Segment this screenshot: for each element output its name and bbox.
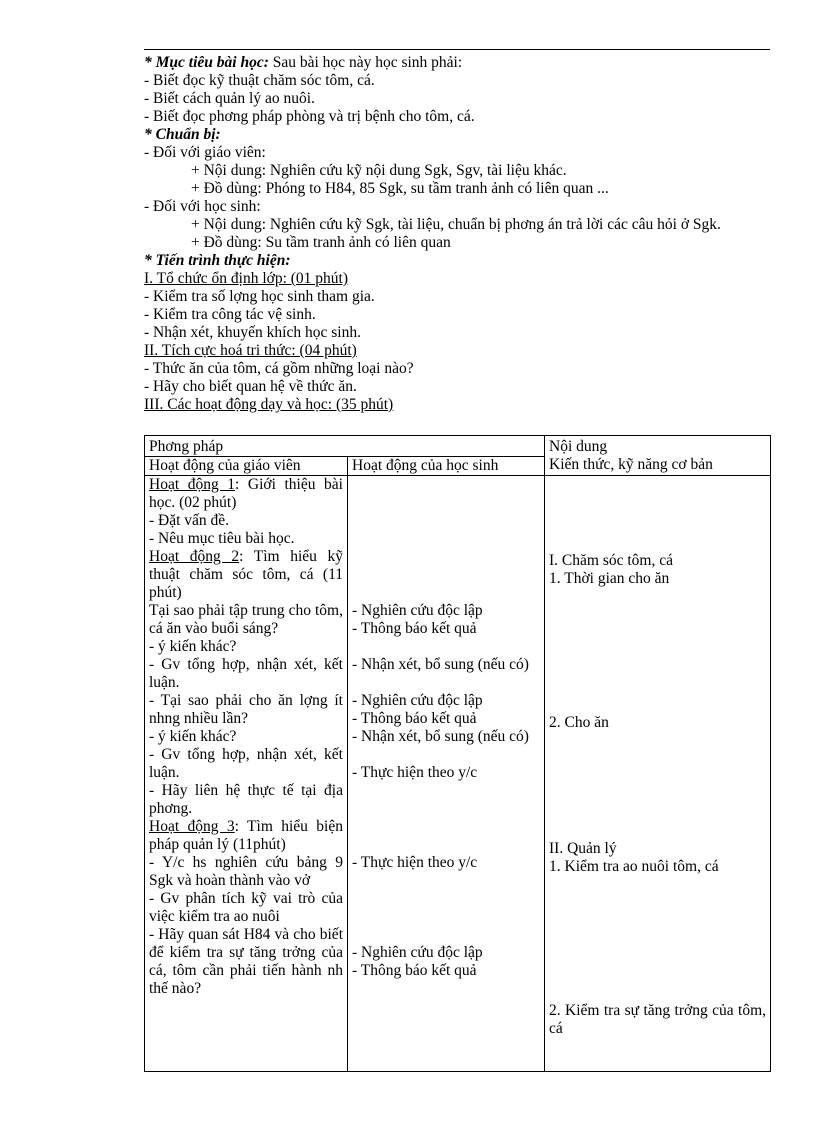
nd-item: 1. Kiểm tra ao nuôi tôm, cá — [549, 858, 719, 875]
preparation-label: * Chuẩn bị: — [144, 126, 221, 143]
activity-2-text: : Tìm hiểu kỹ thuật chăm sóc tôm, cá (11 phút) — [149, 548, 343, 601]
lesson-intro — [144, 54, 770, 414]
gv-item: - Gv phân tích kỹ vai trò của việc kiểm tra ao nuôi — [149, 890, 343, 925]
teacher-content: + Nội dung: Nghiên cứu kỹ nội dung Sgk, Sgv, tài liệu khác. — [191, 162, 567, 179]
content-column — [545, 476, 771, 1072]
section-1-item: - Kiểm tra số lợng học sinh tham gia. — [144, 288, 375, 305]
activity-1-text: : Giới thiệu bài học. (02 phút) — [149, 476, 343, 511]
activity-3 — [149, 818, 343, 854]
activity-2-label: Hoạt động 2 — [149, 548, 240, 565]
activities-table — [144, 435, 771, 1072]
gv-item: - ý kiến khác? — [149, 728, 237, 745]
gv-item: - Nêu mục tiêu bài học. — [149, 530, 295, 547]
hs-item: - Nghiên cứu độc lập — [352, 944, 483, 961]
section-2-item: - Thức ăn của tôm, cá gồm những loại nào? — [144, 360, 414, 377]
hs-item: - Nghiên cứu độc lập — [352, 692, 483, 709]
gv-question: - Tại sao phải cho ăn lợng ít nhng nhiều lần? — [149, 692, 343, 727]
teacher-heading: - Đối với giáo viên: — [144, 144, 266, 161]
nd-item: 1. Thời gian cho ăn — [549, 570, 670, 587]
top-rule — [144, 49, 770, 50]
section-1-heading: I. Tổ chức ổn định lớp: (01 phút) — [144, 270, 349, 287]
gv-item: - Hãy liên hệ thực tế tại địa phơng. — [149, 782, 343, 817]
student-heading: - Đối với học sinh: — [144, 198, 261, 215]
header-content: Nội dung — [549, 438, 608, 455]
section-1-item: - Kiểm tra công tác vệ sinh. — [144, 306, 316, 323]
student-materials: + Đồ dùng: Su tầm tranh ảnh có liên quan — [191, 234, 451, 251]
nd-item: 2. Kiểm tra sự tăng trởng của tôm, cá — [549, 1002, 767, 1037]
objective-item: - Biết đọc phơng pháp phòng và trị bệnh cho tôm, cá. — [144, 108, 475, 125]
activity-3-label: Hoạt động 3 — [149, 818, 235, 835]
hs-item: - Thông báo kết quả — [352, 620, 477, 637]
gv-item: - Y/c hs nghiên cứu bảng 9 Sgk và hoàn thành vào vở — [149, 854, 343, 889]
nd-section: II. Quản lý — [549, 840, 617, 857]
header-student: Hoạt động của học sinh — [348, 457, 545, 476]
activity-1 — [149, 476, 343, 512]
student-column — [348, 476, 545, 1072]
section-2-heading: II. Tích cực hoá tri thức: (04 phút) — [144, 342, 357, 359]
gv-item: - Gv tổng hợp, nhận xét, kết luận. — [149, 656, 343, 691]
header-content-cell — [545, 436, 771, 476]
section-2-item: - Hãy cho biết quan hệ về thức ăn. — [144, 378, 357, 395]
gv-item: - Đặt vấn đề. — [149, 512, 230, 529]
procedure-label: * Tiến trình thực hiện: — [144, 252, 291, 269]
activity-3-text: : Tìm hiểu biện pháp quản lý (11phút) — [149, 818, 343, 853]
header-teacher: Hoạt động của giáo viên — [145, 457, 348, 476]
gv-item: - ý kiến khác? — [149, 638, 237, 655]
section-3-heading: III. Các hoạt động dạy và học: (35 phút) — [144, 396, 394, 413]
activity-1-label: Hoạt động 1 — [149, 476, 236, 493]
gv-question: Tại sao phải tập trung cho tôm, cá ăn vào buổi sáng? — [149, 602, 343, 637]
student-content: + Nội dung: Nghiên cứu kỹ Sgk, tài liệu, chuẩn bị phơng án trả lời các câu hỏi ở Sgk. — [191, 216, 721, 233]
hs-item: - Nhận xét, bổ sung (nếu có) — [352, 656, 529, 673]
gv-question: - Hãy quan sát H84 và cho biết để kiểm tra sự tăng trởng của cá, tôm cần phải tiến hành nh thế nào? — [149, 926, 343, 997]
activity-2 — [149, 548, 343, 602]
hs-item: - Thông báo kết quả — [352, 710, 477, 727]
hs-item: - Thông báo kết quả — [352, 962, 477, 979]
table-header-row-1 — [145, 436, 771, 457]
hs-item: - Thực hiện theo y/c — [352, 764, 478, 781]
gv-item: - Gv tổng hợp, nhận xét, kết luận. — [149, 746, 343, 781]
objectives-text: Sau bài học này học sinh phải: — [268, 54, 463, 71]
objective-item: - Biết cách quản lý ao nuôi. — [144, 90, 315, 107]
hs-item: - Thực hiện theo y/c — [352, 854, 478, 871]
header-knowledge: Kiến thức, kỹ năng cơ bản — [549, 456, 713, 473]
hs-item: - Nhận xét, bổ sung (nếu có) — [352, 728, 529, 745]
objectives-line — [144, 54, 770, 72]
objectives-label: * Mục tiêu bài học: — [144, 54, 269, 71]
nd-section: I. Chăm sóc tôm, cá — [549, 552, 673, 569]
table-body-row — [145, 476, 771, 1072]
nd-item: 2. Cho ăn — [549, 714, 609, 731]
hs-item: - Nghiên cứu độc lập — [352, 602, 483, 619]
objective-item: - Biết đọc kỹ thuật chăm sóc tôm, cá. — [144, 72, 375, 89]
teacher-materials: + Đồ dùng: Phóng to H84, 85 Sgk, su tầm tranh ảnh có liên quan ... — [191, 180, 609, 197]
header-method: Phơng pháp — [145, 436, 545, 457]
teacher-column — [145, 476, 348, 1072]
section-1-item: - Nhận xét, khuyến khích học sinh. — [144, 324, 361, 341]
